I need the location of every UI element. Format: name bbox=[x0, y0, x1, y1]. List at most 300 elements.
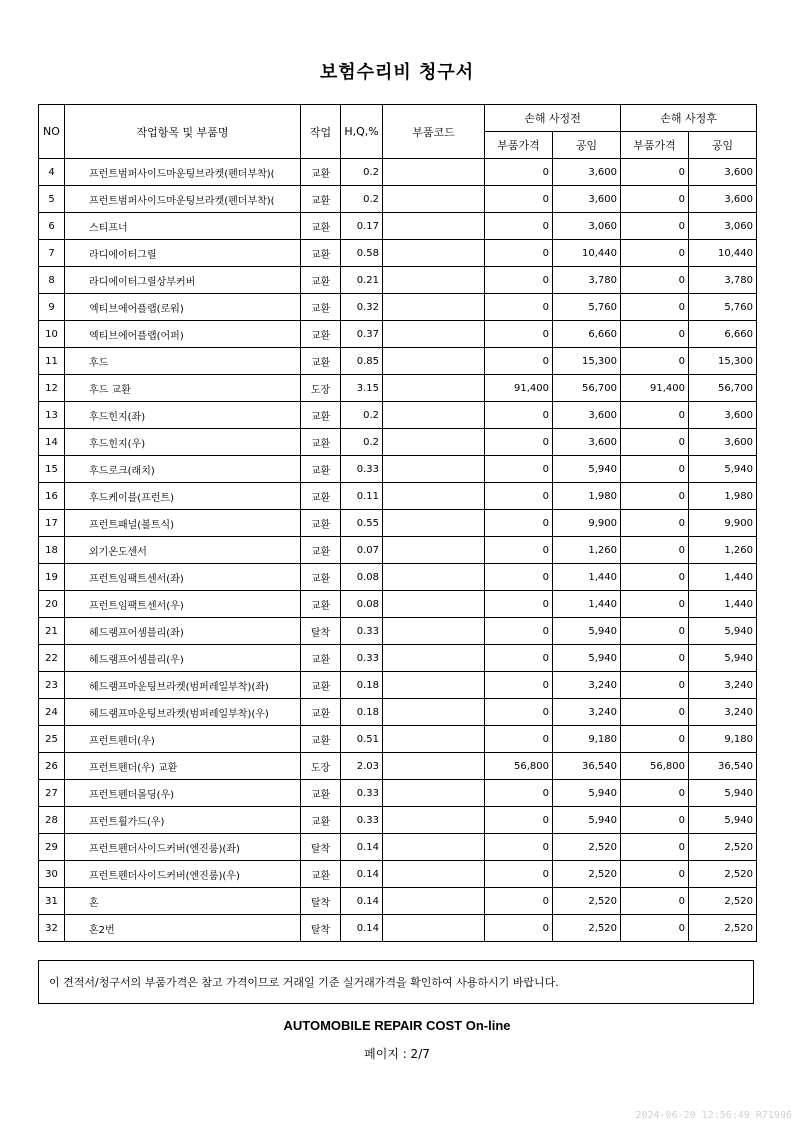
cell-no: 30 bbox=[39, 861, 65, 888]
cell-part-code bbox=[383, 483, 485, 510]
cell-item: 프런트임팩트센서(우) bbox=[65, 591, 301, 618]
cell-hq: 0.37 bbox=[341, 321, 383, 348]
cell-price-after: 0 bbox=[621, 699, 689, 726]
cell-wage-after: 5,940 bbox=[689, 456, 757, 483]
cell-item: 후드힌지(좌) bbox=[65, 402, 301, 429]
cell-wage-before: 5,940 bbox=[553, 780, 621, 807]
cell-work: 교환 bbox=[301, 645, 341, 672]
cell-item: 프런트휠가드(우) bbox=[65, 807, 301, 834]
cell-no: 31 bbox=[39, 888, 65, 915]
cell-price-after: 0 bbox=[621, 807, 689, 834]
cell-work: 교환 bbox=[301, 294, 341, 321]
cell-price-after: 0 bbox=[621, 645, 689, 672]
cell-part-code bbox=[383, 861, 485, 888]
table-row bbox=[39, 429, 757, 456]
cell-item: 라디에이터그릴상부커버 bbox=[65, 267, 301, 294]
cell-wage-before: 1,440 bbox=[553, 564, 621, 591]
cell-part-code bbox=[383, 294, 485, 321]
cell-no: 11 bbox=[39, 348, 65, 375]
notice-text: 이 견적서/청구서의 부품가격은 참고 가격이므로 거래일 기준 실거래가격을 확인하여 사용하시기 바랍니다. bbox=[49, 976, 559, 989]
cell-wage-before: 15,300 bbox=[553, 348, 621, 375]
cell-item: 프런트펜더몰딩(우) bbox=[65, 780, 301, 807]
table-row bbox=[39, 672, 757, 699]
cell-hq: 0.33 bbox=[341, 618, 383, 645]
cell-item: 혼2번 bbox=[65, 915, 301, 942]
cell-part-code bbox=[383, 348, 485, 375]
cell-price-before: 0 bbox=[485, 240, 553, 267]
cell-work: 도장 bbox=[301, 375, 341, 402]
cell-wage-after: 3,600 bbox=[689, 186, 757, 213]
cell-price-before: 0 bbox=[485, 267, 553, 294]
cell-price-after: 0 bbox=[621, 267, 689, 294]
cell-item: 후드 bbox=[65, 348, 301, 375]
cell-wage-before: 5,940 bbox=[553, 618, 621, 645]
cell-work: 교환 bbox=[301, 429, 341, 456]
cell-price-after: 0 bbox=[621, 213, 689, 240]
cell-price-after: 0 bbox=[621, 402, 689, 429]
cell-no: 20 bbox=[39, 591, 65, 618]
cell-wage-before: 2,520 bbox=[553, 834, 621, 861]
cell-hq: 0.14 bbox=[341, 834, 383, 861]
print-timestamp: 2024-06-20 12:56:49 R71996 bbox=[635, 1110, 792, 1121]
cell-wage-after: 1,440 bbox=[689, 564, 757, 591]
cell-price-before: 0 bbox=[485, 672, 553, 699]
cell-work: 교환 bbox=[301, 672, 341, 699]
cell-wage-after: 5,940 bbox=[689, 618, 757, 645]
header-work: 작업 bbox=[301, 105, 341, 159]
cell-wage-after: 1,980 bbox=[689, 483, 757, 510]
cell-wage-after: 2,520 bbox=[689, 861, 757, 888]
cell-work: 교환 bbox=[301, 591, 341, 618]
cell-price-before: 0 bbox=[485, 537, 553, 564]
cell-item: 스티프너 bbox=[65, 213, 301, 240]
cell-work: 교환 bbox=[301, 456, 341, 483]
table-row bbox=[39, 213, 757, 240]
cell-work: 교환 bbox=[301, 213, 341, 240]
table-row bbox=[39, 888, 757, 915]
cell-wage-after: 3,240 bbox=[689, 672, 757, 699]
cell-price-after: 0 bbox=[621, 159, 689, 186]
table-row bbox=[39, 510, 757, 537]
cell-wage-before: 3,240 bbox=[553, 699, 621, 726]
cell-hq: 0.2 bbox=[341, 159, 383, 186]
cell-part-code bbox=[383, 618, 485, 645]
cell-hq: 0.18 bbox=[341, 672, 383, 699]
cell-work: 교환 bbox=[301, 267, 341, 294]
cell-hq: 0.18 bbox=[341, 699, 383, 726]
cell-no: 4 bbox=[39, 159, 65, 186]
cell-no: 6 bbox=[39, 213, 65, 240]
cell-hq: 0.55 bbox=[341, 510, 383, 537]
cell-wage-after: 36,540 bbox=[689, 753, 757, 780]
table-row bbox=[39, 240, 757, 267]
cell-wage-after: 10,440 bbox=[689, 240, 757, 267]
cell-work: 교환 bbox=[301, 321, 341, 348]
cell-price-after: 0 bbox=[621, 726, 689, 753]
cell-wage-before: 2,520 bbox=[553, 915, 621, 942]
cell-no: 14 bbox=[39, 429, 65, 456]
header-hq: H,Q,% bbox=[341, 105, 383, 159]
cell-no: 28 bbox=[39, 807, 65, 834]
cell-wage-after: 2,520 bbox=[689, 888, 757, 915]
cell-work: 교환 bbox=[301, 483, 341, 510]
cell-wage-after: 3,600 bbox=[689, 402, 757, 429]
cell-price-after: 0 bbox=[621, 348, 689, 375]
cell-wage-before: 9,900 bbox=[553, 510, 621, 537]
price-notice bbox=[38, 960, 754, 1004]
cell-part-code bbox=[383, 186, 485, 213]
header-wage-before: 공임 bbox=[553, 132, 621, 159]
table-row bbox=[39, 375, 757, 402]
cell-wage-before: 3,600 bbox=[553, 429, 621, 456]
cell-price-before: 0 bbox=[485, 159, 553, 186]
cell-wage-before: 2,520 bbox=[553, 861, 621, 888]
cell-wage-after: 5,940 bbox=[689, 645, 757, 672]
cell-wage-after: 3,600 bbox=[689, 429, 757, 456]
cell-wage-before: 10,440 bbox=[553, 240, 621, 267]
cell-no: 12 bbox=[39, 375, 65, 402]
cell-work: 교환 bbox=[301, 780, 341, 807]
table-row bbox=[39, 483, 757, 510]
cell-hq: 0.2 bbox=[341, 186, 383, 213]
table-row bbox=[39, 267, 757, 294]
cell-wage-before: 5,940 bbox=[553, 807, 621, 834]
cell-work: 교환 bbox=[301, 726, 341, 753]
cell-item: 헤드램프마운팅브라켓(범퍼레일부착)(좌) bbox=[65, 672, 301, 699]
cell-no: 7 bbox=[39, 240, 65, 267]
cell-price-before: 0 bbox=[485, 456, 553, 483]
cell-hq: 0.21 bbox=[341, 267, 383, 294]
table-row bbox=[39, 645, 757, 672]
cell-no: 5 bbox=[39, 186, 65, 213]
header-price-before: 부품가격 bbox=[485, 132, 553, 159]
cell-hq: 0.14 bbox=[341, 915, 383, 942]
cell-no: 25 bbox=[39, 726, 65, 753]
cell-hq: 0.2 bbox=[341, 429, 383, 456]
cell-item: 엑티브에어플랩(로워) bbox=[65, 294, 301, 321]
cell-price-after: 0 bbox=[621, 429, 689, 456]
cell-part-code bbox=[383, 699, 485, 726]
cell-price-before: 0 bbox=[485, 618, 553, 645]
cell-item: 엑티브에어플랩(어퍼) bbox=[65, 321, 301, 348]
cell-no: 17 bbox=[39, 510, 65, 537]
cell-wage-before: 5,940 bbox=[553, 456, 621, 483]
cell-part-code bbox=[383, 240, 485, 267]
cell-part-code bbox=[383, 375, 485, 402]
cell-wage-after: 56,700 bbox=[689, 375, 757, 402]
cell-part-code bbox=[383, 510, 485, 537]
cell-work: 탈착 bbox=[301, 618, 341, 645]
cell-hq: 0.58 bbox=[341, 240, 383, 267]
cell-hq: 0.51 bbox=[341, 726, 383, 753]
table-row bbox=[39, 780, 757, 807]
cell-wage-after: 3,600 bbox=[689, 159, 757, 186]
cell-hq: 0.14 bbox=[341, 861, 383, 888]
cell-wage-before: 56,700 bbox=[553, 375, 621, 402]
table-body bbox=[39, 159, 757, 942]
cell-price-before: 0 bbox=[485, 726, 553, 753]
cell-part-code bbox=[383, 564, 485, 591]
header-wage-after: 공임 bbox=[689, 132, 757, 159]
footer-title: AUTOMOBILE REPAIR COST On-line bbox=[283, 1018, 511, 1033]
table-row bbox=[39, 348, 757, 375]
cell-item: 프런트패널(볼트식) bbox=[65, 510, 301, 537]
cell-hq: 0.33 bbox=[341, 645, 383, 672]
cell-work: 탈착 bbox=[301, 888, 341, 915]
cell-item: 프런트범퍼사이드마운팅브라켓(펜더부착)( bbox=[65, 186, 301, 213]
cell-price-after: 0 bbox=[621, 240, 689, 267]
table-row bbox=[39, 807, 757, 834]
cell-price-after: 0 bbox=[621, 861, 689, 888]
cell-item: 헤드램프마운팅브라켓(범퍼레일부착)(우) bbox=[65, 699, 301, 726]
cell-item: 헤드램프어셈블리(좌) bbox=[65, 618, 301, 645]
cell-price-before: 0 bbox=[485, 780, 553, 807]
cell-price-before: 0 bbox=[485, 402, 553, 429]
cell-price-after: 0 bbox=[621, 888, 689, 915]
cell-item: 프런트펜더사이드커버(엔진룸)(우) bbox=[65, 861, 301, 888]
cell-work: 교환 bbox=[301, 348, 341, 375]
cell-item: 프런트펜더사이드커버(엔진룸)(좌) bbox=[65, 834, 301, 861]
cell-part-code bbox=[383, 807, 485, 834]
cell-work: 교환 bbox=[301, 159, 341, 186]
cell-part-code bbox=[383, 321, 485, 348]
cell-price-after: 0 bbox=[621, 483, 689, 510]
cell-no: 24 bbox=[39, 699, 65, 726]
cell-price-before: 0 bbox=[485, 591, 553, 618]
cell-wage-after: 1,440 bbox=[689, 591, 757, 618]
cell-price-before: 0 bbox=[485, 834, 553, 861]
repair-cost-table bbox=[38, 104, 757, 942]
cell-hq: 3.15 bbox=[341, 375, 383, 402]
cell-item: 프런트펜더(우) bbox=[65, 726, 301, 753]
cell-wage-after: 9,180 bbox=[689, 726, 757, 753]
cell-price-after: 0 bbox=[621, 834, 689, 861]
cell-work: 교환 bbox=[301, 861, 341, 888]
cell-wage-before: 2,520 bbox=[553, 888, 621, 915]
table-row bbox=[39, 753, 757, 780]
cell-wage-before: 6,660 bbox=[553, 321, 621, 348]
cell-work: 도장 bbox=[301, 753, 341, 780]
cell-part-code bbox=[383, 537, 485, 564]
cell-item: 후드 교환 bbox=[65, 375, 301, 402]
cell-no: 10 bbox=[39, 321, 65, 348]
cell-price-before: 0 bbox=[485, 213, 553, 240]
cell-wage-after: 6,660 bbox=[689, 321, 757, 348]
cell-hq: 0.14 bbox=[341, 888, 383, 915]
cell-price-before: 0 bbox=[485, 645, 553, 672]
cell-part-code bbox=[383, 834, 485, 861]
cell-part-code bbox=[383, 645, 485, 672]
cell-part-code bbox=[383, 726, 485, 753]
cell-no: 8 bbox=[39, 267, 65, 294]
cell-price-before: 0 bbox=[485, 861, 553, 888]
table-row bbox=[39, 699, 757, 726]
table-row bbox=[39, 294, 757, 321]
cell-wage-after: 3,060 bbox=[689, 213, 757, 240]
cell-item: 프런트범퍼사이드마운팅브라켓(펜더부착)( bbox=[65, 159, 301, 186]
cell-hq: 0.85 bbox=[341, 348, 383, 375]
cell-work: 교환 bbox=[301, 564, 341, 591]
cell-price-before: 0 bbox=[485, 348, 553, 375]
table-row bbox=[39, 618, 757, 645]
table-row bbox=[39, 186, 757, 213]
cell-price-after: 0 bbox=[621, 591, 689, 618]
cell-price-before: 0 bbox=[485, 699, 553, 726]
cell-price-before: 0 bbox=[485, 510, 553, 537]
cell-price-before: 0 bbox=[485, 294, 553, 321]
cell-no: 26 bbox=[39, 753, 65, 780]
cell-wage-before: 1,980 bbox=[553, 483, 621, 510]
cell-no: 32 bbox=[39, 915, 65, 942]
cell-part-code bbox=[383, 213, 485, 240]
header-price-after: 부품가격 bbox=[621, 132, 689, 159]
cell-price-before: 0 bbox=[485, 915, 553, 942]
cell-hq: 2.03 bbox=[341, 753, 383, 780]
cell-work: 탈착 bbox=[301, 834, 341, 861]
cell-price-before: 0 bbox=[485, 564, 553, 591]
cell-part-code bbox=[383, 915, 485, 942]
cell-wage-after: 9,900 bbox=[689, 510, 757, 537]
cell-wage-before: 5,940 bbox=[553, 645, 621, 672]
table-row bbox=[39, 537, 757, 564]
cell-no: 27 bbox=[39, 780, 65, 807]
cell-work: 교환 bbox=[301, 240, 341, 267]
table-row bbox=[39, 402, 757, 429]
cell-wage-before: 3,600 bbox=[553, 402, 621, 429]
cell-part-code bbox=[383, 159, 485, 186]
header-before-assessment: 손해 사정전 bbox=[485, 105, 621, 132]
table-row bbox=[39, 321, 757, 348]
cell-no: 16 bbox=[39, 483, 65, 510]
cell-hq: 0.07 bbox=[341, 537, 383, 564]
cell-part-code bbox=[383, 591, 485, 618]
cell-price-after: 0 bbox=[621, 537, 689, 564]
cell-wage-after: 5,940 bbox=[689, 807, 757, 834]
cell-part-code bbox=[383, 267, 485, 294]
cell-no: 9 bbox=[39, 294, 65, 321]
cell-wage-before: 3,060 bbox=[553, 213, 621, 240]
cell-work: 탈착 bbox=[301, 915, 341, 942]
cell-wage-before: 3,780 bbox=[553, 267, 621, 294]
cell-item: 헤드램프어셈블리(우) bbox=[65, 645, 301, 672]
cell-hq: 0.08 bbox=[341, 591, 383, 618]
cell-item: 프런트펜더(우) 교환 bbox=[65, 753, 301, 780]
cell-item: 후드케이블(프런트) bbox=[65, 483, 301, 510]
table-row bbox=[39, 591, 757, 618]
cell-item: 외기온도센서 bbox=[65, 537, 301, 564]
cell-no: 15 bbox=[39, 456, 65, 483]
cell-wage-after: 3,780 bbox=[689, 267, 757, 294]
cell-no: 19 bbox=[39, 564, 65, 591]
cell-hq: 0.33 bbox=[341, 456, 383, 483]
cell-price-after: 0 bbox=[621, 915, 689, 942]
cell-work: 교환 bbox=[301, 807, 341, 834]
cell-item: 라디에이터그릴 bbox=[65, 240, 301, 267]
cell-price-before: 0 bbox=[485, 483, 553, 510]
cell-hq: 0.33 bbox=[341, 807, 383, 834]
table-row bbox=[39, 564, 757, 591]
header-part-code: 부품코드 bbox=[383, 105, 485, 159]
table-row bbox=[39, 726, 757, 753]
cell-item: 프런트임팩트센서(좌) bbox=[65, 564, 301, 591]
cell-price-after: 0 bbox=[621, 564, 689, 591]
cell-part-code bbox=[383, 888, 485, 915]
cell-wage-after: 2,520 bbox=[689, 915, 757, 942]
cell-part-code bbox=[383, 672, 485, 699]
cell-work: 교환 bbox=[301, 510, 341, 537]
cell-no: 18 bbox=[39, 537, 65, 564]
cell-price-after: 0 bbox=[621, 780, 689, 807]
cell-item: 혼 bbox=[65, 888, 301, 915]
cell-wage-after: 2,520 bbox=[689, 834, 757, 861]
cell-price-after: 91,400 bbox=[621, 375, 689, 402]
document-title: 보험수리비 청구서 bbox=[319, 62, 475, 83]
cell-work: 교환 bbox=[301, 537, 341, 564]
cell-no: 22 bbox=[39, 645, 65, 672]
table-row bbox=[39, 861, 757, 888]
cell-price-before: 0 bbox=[485, 186, 553, 213]
cell-price-after: 0 bbox=[621, 294, 689, 321]
cell-wage-before: 36,540 bbox=[553, 753, 621, 780]
table-row bbox=[39, 456, 757, 483]
cell-wage-before: 3,240 bbox=[553, 672, 621, 699]
page-number: 페이지 : 2/7 bbox=[364, 1047, 430, 1061]
cell-part-code bbox=[383, 456, 485, 483]
cell-price-after: 0 bbox=[621, 186, 689, 213]
cell-no: 13 bbox=[39, 402, 65, 429]
cell-price-after: 0 bbox=[621, 672, 689, 699]
cell-wage-before: 3,600 bbox=[553, 159, 621, 186]
cell-wage-before: 3,600 bbox=[553, 186, 621, 213]
cell-item: 후드힌지(우) bbox=[65, 429, 301, 456]
cell-part-code bbox=[383, 753, 485, 780]
table-row bbox=[39, 159, 757, 186]
table-row bbox=[39, 915, 757, 942]
cell-price-before: 0 bbox=[485, 888, 553, 915]
cell-no: 21 bbox=[39, 618, 65, 645]
header-after-assessment: 손해 사정후 bbox=[621, 105, 757, 132]
cell-no: 23 bbox=[39, 672, 65, 699]
cell-price-after: 0 bbox=[621, 456, 689, 483]
cell-price-before: 0 bbox=[485, 321, 553, 348]
cell-price-before: 0 bbox=[485, 807, 553, 834]
cell-hq: 0.32 bbox=[341, 294, 383, 321]
cell-hq: 0.08 bbox=[341, 564, 383, 591]
cell-wage-before: 9,180 bbox=[553, 726, 621, 753]
cell-item: 후드로크(래치) bbox=[65, 456, 301, 483]
header-no: NO bbox=[39, 105, 65, 159]
cell-hq: 0.17 bbox=[341, 213, 383, 240]
header-item: 작업항목 및 부품명 bbox=[65, 105, 301, 159]
cell-wage-before: 1,440 bbox=[553, 591, 621, 618]
cell-wage-before: 1,260 bbox=[553, 537, 621, 564]
cell-wage-before: 5,760 bbox=[553, 294, 621, 321]
cell-hq: 0.11 bbox=[341, 483, 383, 510]
cell-no: 29 bbox=[39, 834, 65, 861]
cell-price-before: 0 bbox=[485, 429, 553, 456]
cell-price-before: 56,800 bbox=[485, 753, 553, 780]
cell-work: 교환 bbox=[301, 186, 341, 213]
table-row bbox=[39, 834, 757, 861]
cell-hq: 0.33 bbox=[341, 780, 383, 807]
cell-part-code bbox=[383, 780, 485, 807]
cell-part-code bbox=[383, 402, 485, 429]
cell-price-after: 0 bbox=[621, 618, 689, 645]
cell-price-after: 0 bbox=[621, 510, 689, 537]
cell-wage-after: 5,940 bbox=[689, 780, 757, 807]
cell-hq: 0.2 bbox=[341, 402, 383, 429]
cell-work: 교환 bbox=[301, 402, 341, 429]
